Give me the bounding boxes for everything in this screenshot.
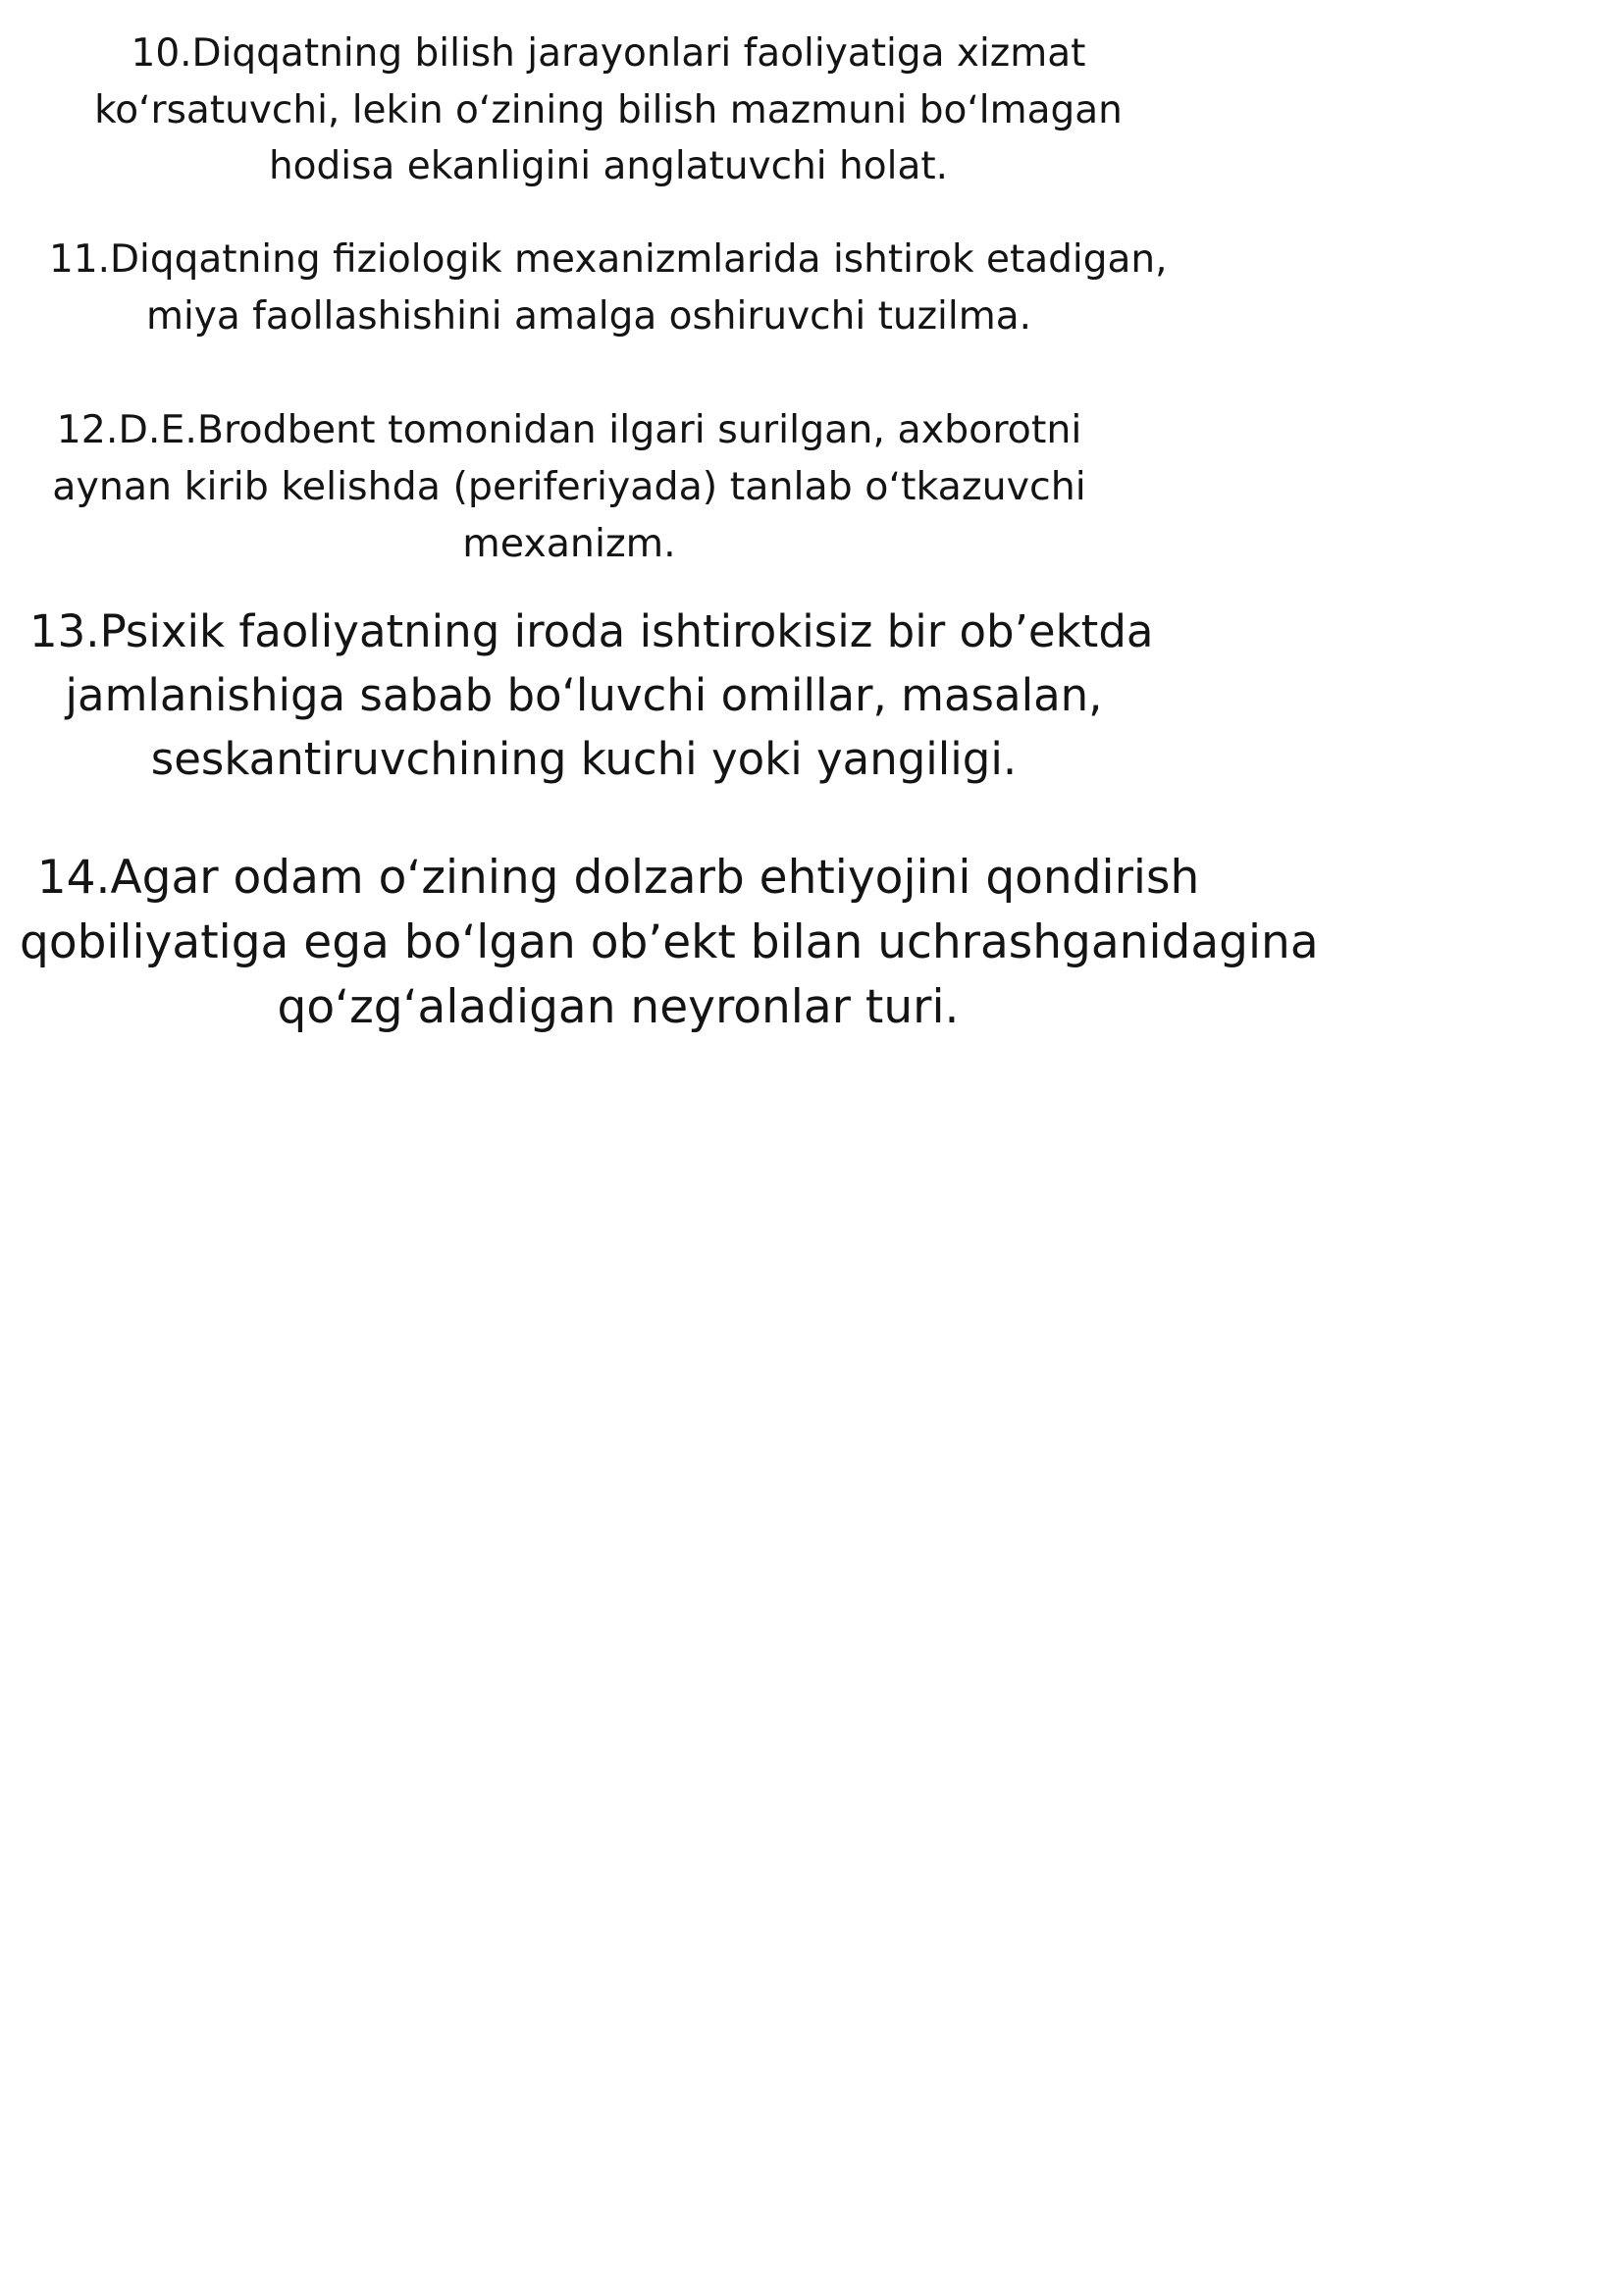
question-14 bbox=[20, 846, 1319, 1040]
question-10-line-2: ko‘rsatuvchi, lekin o‘zining bilish mazmuni bo‘lmagan bbox=[94, 87, 1123, 132]
question-12-line-2: aynan kirib kelishda (periferiyada) tanlab o‘tkazuvchi bbox=[52, 464, 1086, 509]
question-14-line-1: 14.Agar odam o‘zining dolzarb ehtiyojini qondirish bbox=[36, 851, 1200, 905]
question-11 bbox=[49, 232, 1168, 344]
question-13-line-1: 13.Psixik faoliyatning iroda ishtirokisiz bir ob’ektda bbox=[29, 605, 1154, 657]
question-10-line-3: hodisa ekanligini anglatuvchi holat. bbox=[268, 144, 949, 188]
question-12 bbox=[49, 401, 1089, 572]
question-12-line-1: 12.D.E.Brodbent tomonidan ilgari surilgan, axborotni bbox=[56, 407, 1082, 452]
question-12-line-3: mexanizm. bbox=[462, 521, 676, 566]
question-10-line-1: 10.Diqqatning bilish jarayonlari faoliyatiga xizmat bbox=[131, 31, 1086, 76]
question-10 bbox=[79, 26, 1138, 195]
question-14-line-3: qo‘zg‘aladigan neyronlar turi. bbox=[277, 980, 960, 1034]
question-11-line-2: miya faollashishini amalga oshiruvchi tuzilma. bbox=[145, 293, 1032, 339]
question-13-line-2: jamlanishiga sabab bo‘luvchi omillar, masalan, bbox=[65, 669, 1103, 721]
question-13-line-3: seskantiruvchining kuchi yoki yangiligi. bbox=[150, 733, 1018, 785]
question-14-line-2: qobiliyatiga ega bo‘lgan ob’ekt bilan uchrashganidagina bbox=[20, 915, 1319, 969]
question-11-line-1: 11.Diqqatning fiziologik mexanizmlarida ishtirok etadigan, bbox=[49, 237, 1168, 282]
question-13 bbox=[29, 600, 1154, 791]
